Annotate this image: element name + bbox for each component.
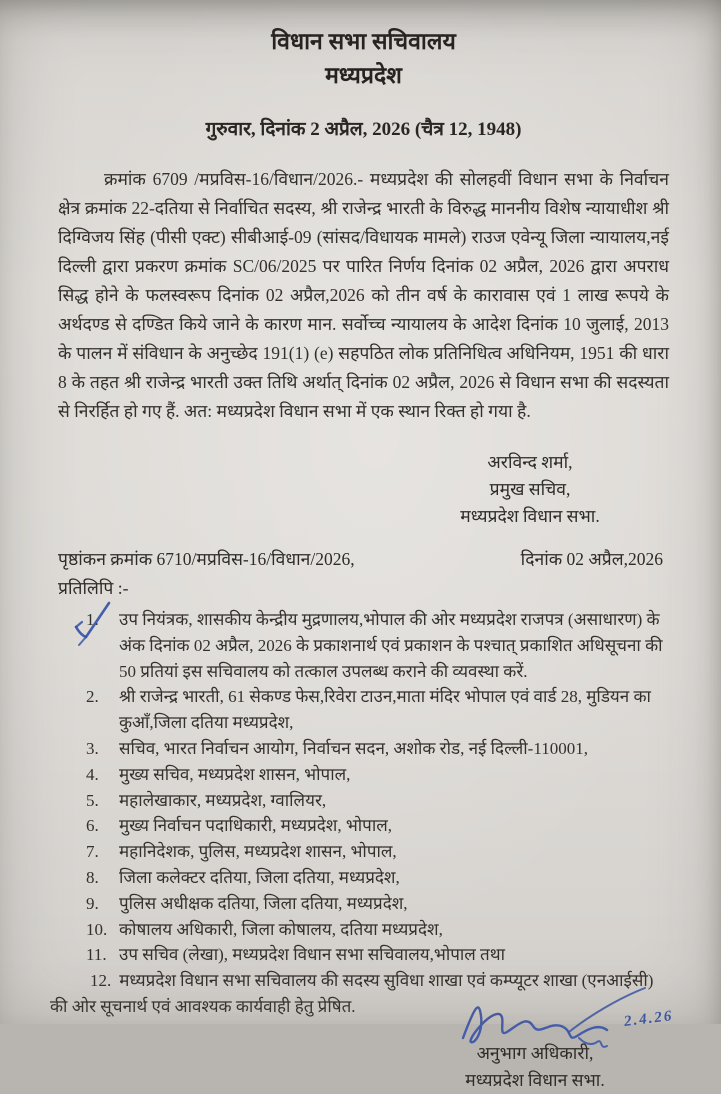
signatory-organisation: मध्यप्रदेश विधान सभा. bbox=[465, 1069, 605, 1090]
list-item-text: मुख्य सचिव, मध्यप्रदेश शासन, भोपाल, bbox=[119, 764, 351, 784]
list-item-text: श्री राजेन्द्र भारती, 61 सेकण्ड फेस,रिवेरा टाउन,माता मंदिर भोपाल एवं वार्ड 28, मुडियन का कुआँ,जिला दतिया मध्यप्रदेश, bbox=[119, 687, 651, 733]
list-item-text: मध्यप्रदेश विधान सभा सचिवालय की सदस्य सुविधा शाखा एवं कम्प्यूटर शाखा (एनआईसी) की ओर सूचनार्थ एवं आवश्यक कार्यवाही हेतु प्रेषित. bbox=[50, 971, 654, 1016]
endorsement-number: पृष्ठांकन क्रमांक 6710/मप्रविस-16/विधान/2026, bbox=[58, 549, 355, 569]
list-item bbox=[86, 607, 669, 684]
list-item bbox=[86, 788, 669, 814]
signatory-name: अरविन्द शर्मा, bbox=[487, 452, 573, 472]
list-item-number: 2. bbox=[86, 687, 99, 707]
issue-date-line: गुरुवार, दिनांक 2 अप्रैल, 2026 (चैत्र 12, 1948) bbox=[205, 119, 522, 140]
list-item-text: उप नियंत्रक, शासकीय केन्द्रीय मुद्रणालय,भोपाल की ओर मध्यप्रदेश राजपत्र (असाधारण) के अंक दिनांक 02 अप्रैल, 2026 के प्रकाशनार्थ एवं प्रकाशन के पश्चात् प्रकाशित अधिसूचना की 50 प्रतियां इस सचिवालय को तत्काल उपलब्ध कराने की व्यवस्था करें. bbox=[119, 610, 663, 681]
document-header bbox=[58, 26, 669, 141]
list-item-text: उप सचिव (लेखा), मध्यप्रदेश विधान सभा सचिवालय,भोपाल तथा bbox=[119, 945, 506, 965]
state-title: मध्यप्रदेश bbox=[325, 63, 402, 88]
signatory-organisation: मध्यप्रदेश विधान सभा. bbox=[460, 506, 600, 526]
list-item-text: महानिदेशक, पुलिस, मध्यप्रदेश शासन, भोपाल, bbox=[119, 842, 397, 862]
list-item-number: 8. bbox=[86, 867, 99, 887]
list-item-number: 10. bbox=[86, 919, 108, 939]
list-item-text: कोषालय अधिकारी, जिला कोषालय, दतिया मध्यप्रदेश, bbox=[119, 919, 443, 939]
list-item bbox=[86, 942, 669, 968]
list-item-number: 3. bbox=[86, 738, 99, 758]
list-item bbox=[86, 917, 669, 943]
endorsement-row bbox=[58, 547, 669, 571]
list-item-number: 7. bbox=[86, 842, 99, 862]
handwritten-date: 2.4.26 bbox=[622, 1007, 674, 1030]
signatory-principal-secretary bbox=[405, 449, 655, 530]
list-item-text: सचिव, भारत निर्वाचन आयोग, निर्वाचन सदन, अशोक रोड, नई दिल्ली-110001, bbox=[119, 738, 588, 758]
list-item-12 bbox=[50, 968, 669, 1020]
notification-paragraph: क्रमांक 6709 /मप्रविस-16/विधान/2026.- मध्यप्रदेश की सोलहवीं विधान सभा के निर्वाचन क्षेत्र क्रमांक 22-दतिया से निर्वाचित सदस्य, श्री राजेन्द्र भारती के विरुद्ध माननीय विशेष न्यायाधीश श्री दिग्विजय सिंह (पीसी एक्ट) सीबीआई-09 (सांसद/विधायक मामले) राउज एवेन्यू जिला न्यायालय,नई दिल्ली द्वारा प्रकरण क्रमांक SC/06/2025 पर पारित निर्णय दिनांक 02 अप्रैल, 2026 द्वारा अपराध सिद्ध होने के फलस्वरूप दिनांक 02 अप्रैल,2026 को तीन वर्ष के कारावास एवं 1 लाख रूपये के अर्थदण्ड से दण्डित किये जाने के कारण मान. सर्वोच्च न्यायालय के आदेश दिनांक 10 जुलाई, 2013 के पालन में संविधान के अनुच्छेद 191(1) (e) सहपठित लोक प्रतिनिधित्व अधिनियम, 1951 की धारा 8 के तहत श्री राजेन्द्र भारती उक्त तिथि अर्थात् दिनांक 02 अप्रैल, 2026 से विधान सभा की सदस्यता से निरर्हित हो गए हैं. अत: मध्यप्रदेश विधान सभा में एक स्थान रिक्त हो गया है. bbox=[58, 169, 669, 421]
list-item-number: 5. bbox=[86, 790, 99, 810]
list-item-text: पुलिस अधीक्षक दतिया, जिला दतिया, मध्यप्रदेश, bbox=[119, 893, 408, 913]
list-item-number: 12. bbox=[90, 971, 112, 991]
endorsement-date: दिनांक 02 अप्रैल,2026 bbox=[520, 549, 663, 569]
signatory-designation: प्रमुख सचिव, bbox=[489, 479, 571, 499]
copy-to-label: प्रतिलिपि :- bbox=[58, 578, 129, 598]
list-item bbox=[86, 865, 669, 891]
list-item bbox=[86, 891, 669, 917]
list-item bbox=[86, 684, 669, 736]
list-item-number: 9. bbox=[86, 893, 99, 913]
list-item bbox=[86, 736, 669, 762]
list-item bbox=[86, 839, 669, 865]
signatory-designation: अनुभाग अधिकारी, bbox=[476, 1042, 594, 1063]
office-title: विधान सभा सचिवालय bbox=[271, 29, 456, 54]
list-item-number: 11. bbox=[86, 945, 107, 965]
list-item bbox=[86, 762, 669, 788]
list-item-text: जिला कलेक्टर दतिया, जिला दतिया, मध्यप्रदेश, bbox=[119, 867, 400, 887]
list-item-text: मुख्य निर्वाचन पदाधिकारी, मध्यप्रदेश, भोपाल, bbox=[119, 816, 393, 836]
list-item-number: 6. bbox=[86, 816, 99, 836]
signatory-section-officer bbox=[409, 1007, 674, 1094]
list-item bbox=[86, 813, 669, 839]
list-item-number: 1. bbox=[86, 610, 99, 629]
list-item-text: महालेखाकार, मध्यप्रदेश, ग्वालियर, bbox=[119, 790, 327, 810]
list-item-number: 4. bbox=[86, 764, 99, 784]
copy-list bbox=[58, 607, 669, 968]
